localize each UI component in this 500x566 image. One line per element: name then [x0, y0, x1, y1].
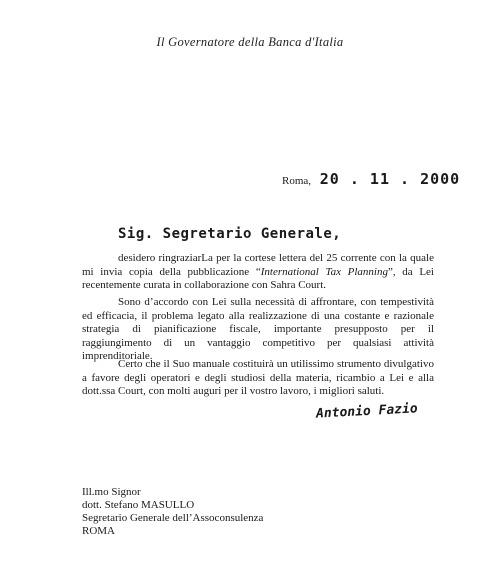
paragraph-closing: Certo che il Suo manuale costituirà un utilissimo strumento divulgativo a favore degli operatori e degli studiosi della materia, ricambio a Lei e alla dott.ssa Court, con molti auguri per il vostro lavoro, i migliori saluti.	[82, 358, 434, 397]
salutation: Sig. Segretario Generale,	[118, 226, 342, 242]
dateline	[282, 170, 460, 188]
date-place: Roma,	[282, 175, 312, 187]
publication-title: International Tax Planning	[260, 265, 388, 278]
paragraph-thanks-end: ”, da Lei recentemente curata in collaborazione con Sahra Court.	[82, 265, 434, 291]
signature: Antonio Fazio	[315, 401, 419, 422]
letterhead: Il Governatore della Banca d'Italia	[156, 35, 344, 49]
paragraph-agreement: Sono d’accordo con Lei sulla necessità di affrontare, con tempestività ed efficacia, il problema legato alla realizzazione di una costante e razionale strategia di pianificazione fiscale, importante presupposto per il raggiungimento di un vantaggio competitivo per qualsiasi attività imprenditoriale.	[82, 296, 434, 362]
address-line-role: Segretario Generale dell’Assoconsulenza	[82, 512, 264, 524]
address-line-title: Ill.mo Signor	[82, 486, 141, 498]
date-handwritten: 20 . 11 . 2000	[319, 170, 461, 188]
address-line-name: dott. Stefano MASULLO	[82, 499, 195, 511]
recipient-address	[82, 486, 263, 538]
paragraph-thanks	[82, 252, 434, 293]
address-line-city: ROMA	[82, 525, 116, 537]
paragraph-thanks-start: desidero ringraziarLa per la cortese lettera del 25 corrente con la quale mi invia copia della pubblicazione “	[82, 252, 434, 278]
